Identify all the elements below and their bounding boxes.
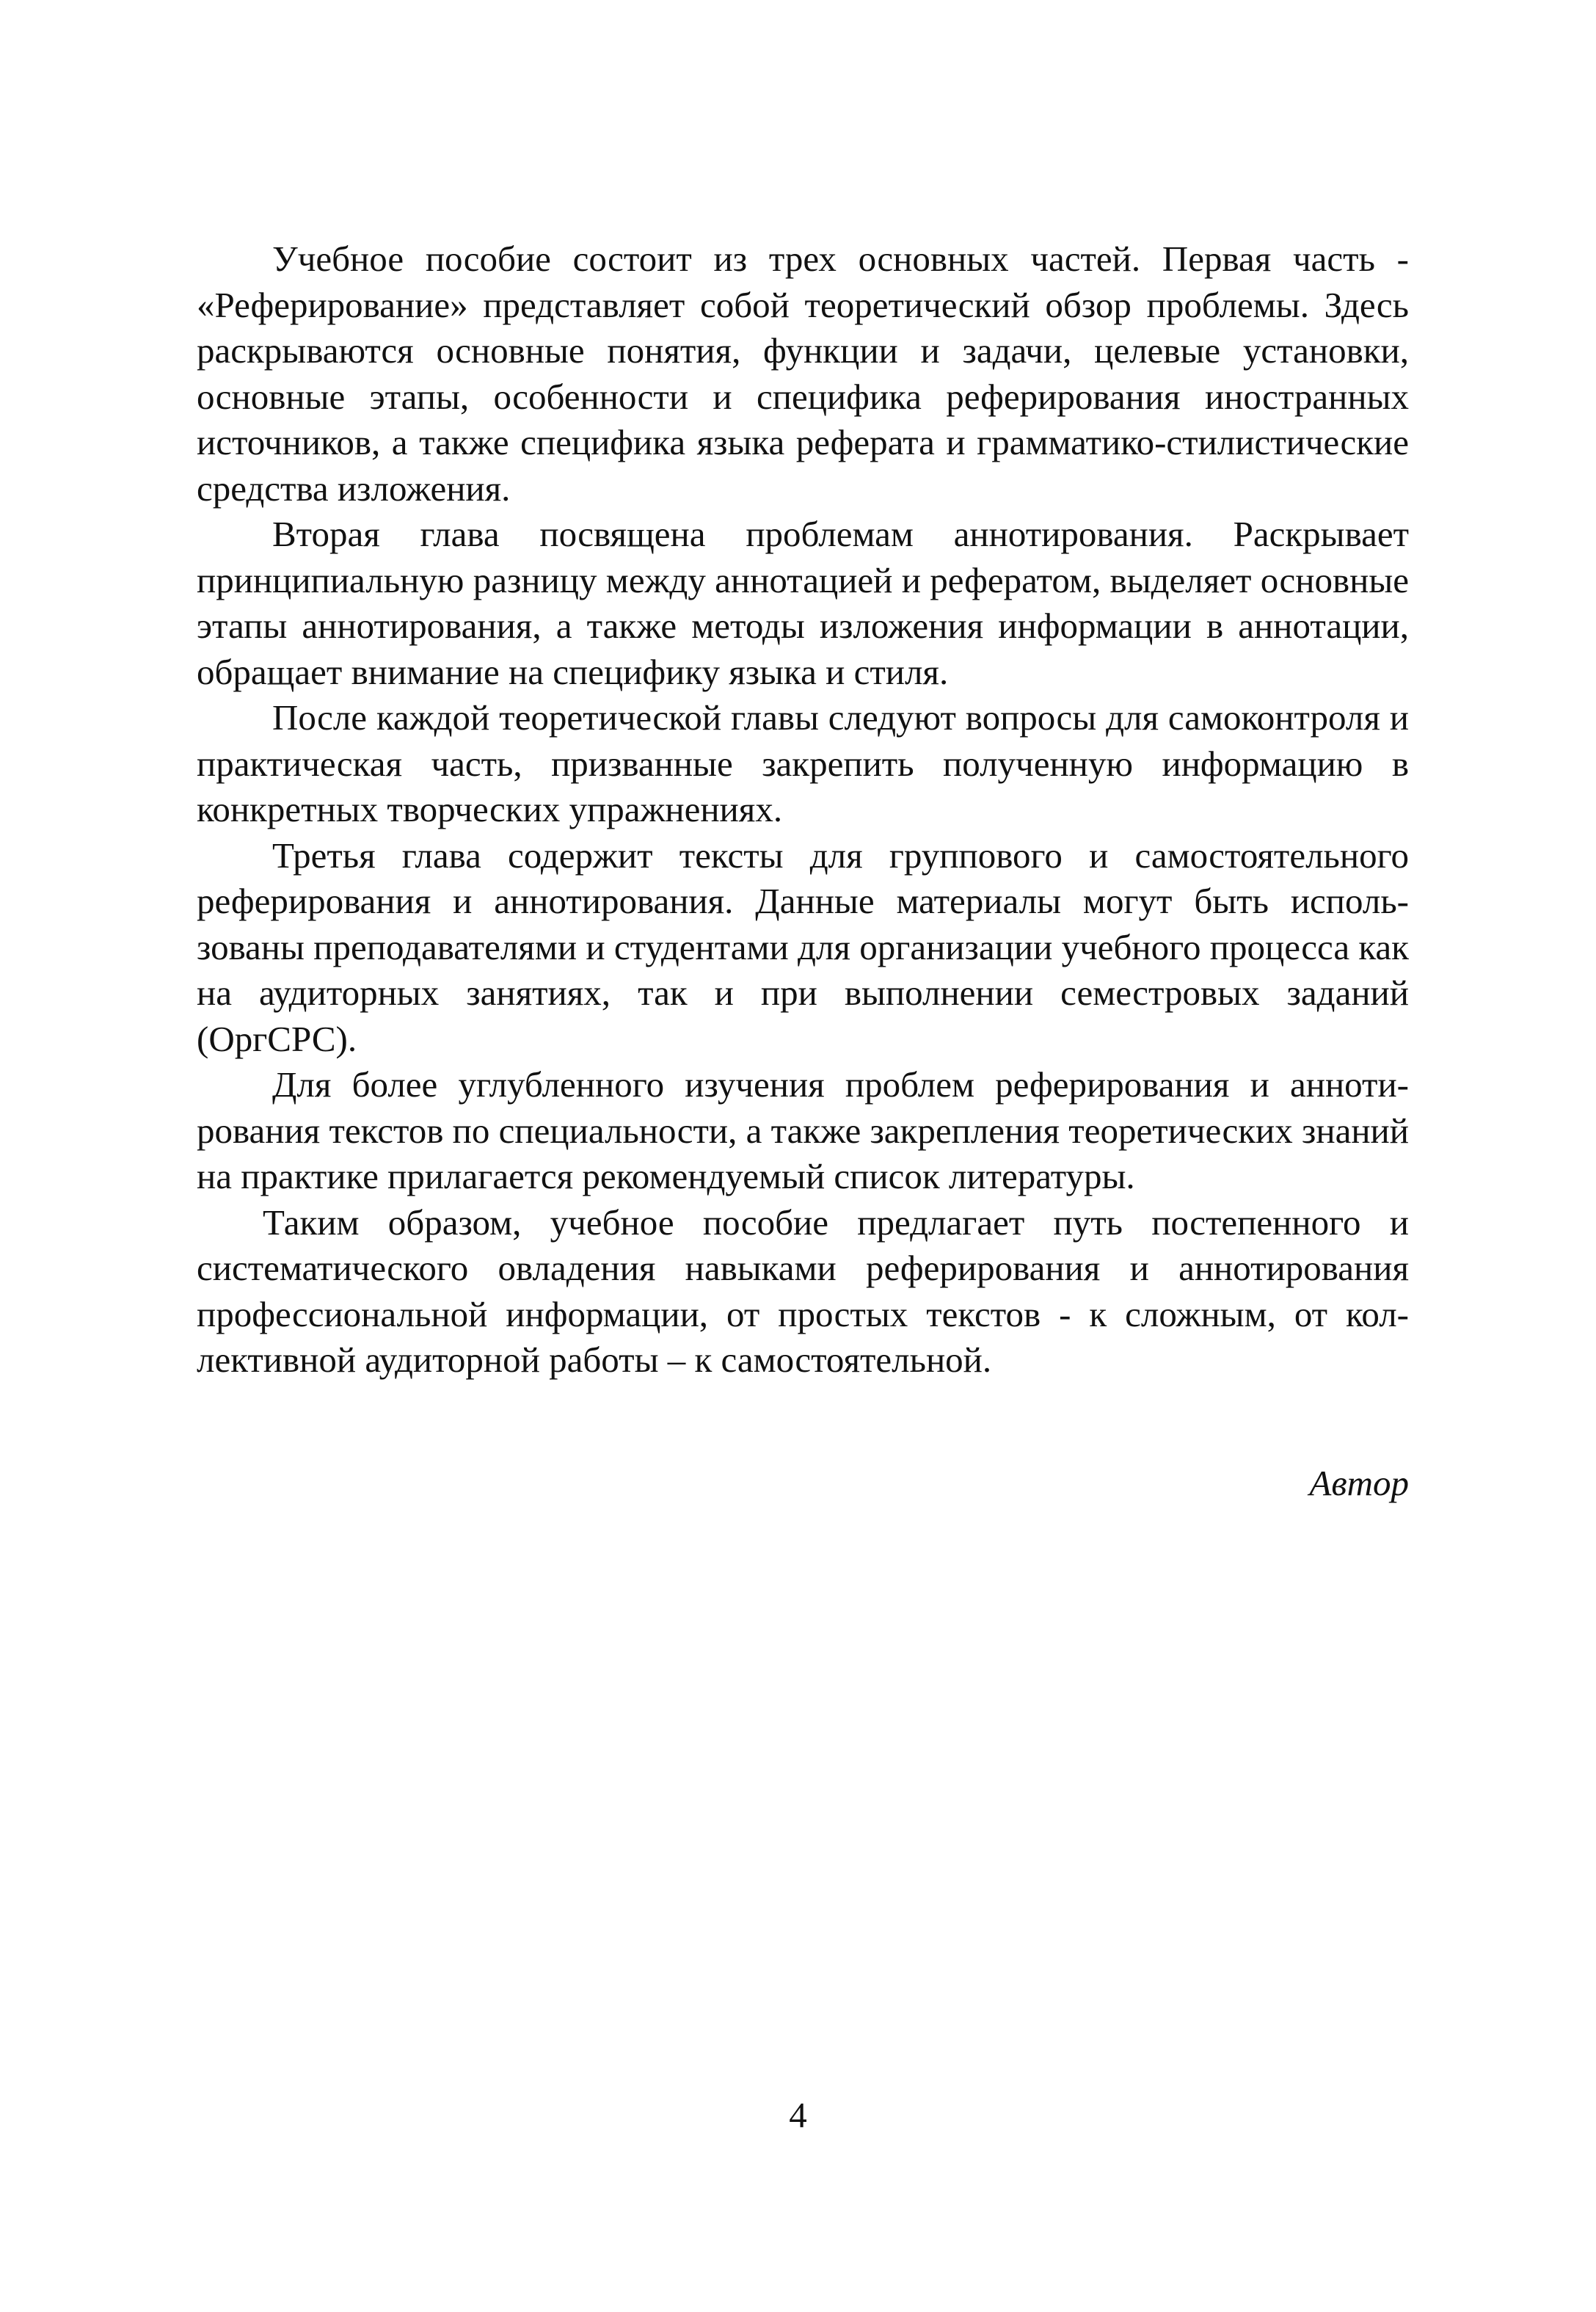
- paragraph-6: Таким образом, учебное пособие предлагает путь постепенного и систематического овладения навыками реферирования и аннотирования профессиональной информации, от простых текстов - к сложным, от коллективной аудиторной работы – к самостоятельной.: [197, 1202, 1409, 1380]
- page-number: 4: [789, 2095, 807, 2135]
- paragraph-5: Для более углубленного изучения проблем реферирования и аннотирования текстов по специальности, а также закрепления теоретических знаний на практике прилагается рекомендуемый список литературы.: [197, 1064, 1409, 1196]
- author-signature: Автор: [1309, 1463, 1409, 1503]
- paragraph-2: Вторая глава посвящена проблемам аннотирования. Раскрывает принципиальную разницу между аннотацией и рефератом, выделяет основные этапы аннотирования, а также методы изложения информации в аннотации, обращает внимание на специфику языка и стиля.: [197, 514, 1409, 692]
- paragraph-3: После каждой теоретической главы следуют вопросы для самоконтроля и практическая часть, призванные закрепить полученную информацию в конкретных творческих упражнениях.: [197, 697, 1409, 829]
- body-text: [197, 236, 1409, 1384]
- paragraph-4: Третья глава содержит тексты для группового и самостоятельного реферирования и аннотирования. Данные материалы могут быть использованы преподавателями и студентами для организации учебного процесса как на аудиторных занятиях, так и при выполнении семестровых заданий (ОргСРС).: [197, 835, 1409, 1059]
- paragraph-1: Учебное пособие состоит из трех основных частей. Первая часть - «Реферирование» представляет собой теоретический обзор проблемы. Здесь раскрываются основные понятия, функции и задачи, целевые установки, основные этапы, особенности и специфика реферирования иностранных источников, а также специфика языка реферата и грамматико-стилистические средства изложения.: [197, 239, 1409, 509]
